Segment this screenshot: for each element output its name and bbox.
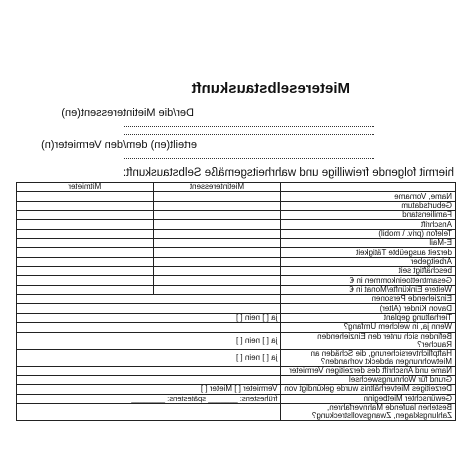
table-row [17, 295, 456, 304]
row-label: Gewünschter Mietbeginn [281, 394, 456, 403]
answer-field[interactable] [17, 375, 281, 384]
table-row [17, 248, 456, 257]
row-label: Arbeitgeber [281, 257, 456, 266]
row-label: Haftpflichtversicherung, die Schäden an Mietwohnungen abdeckt vorhanden? [281, 349, 456, 366]
table-row [17, 366, 456, 375]
tenant-field[interactable] [153, 201, 281, 210]
row-label: Davon Kinder (Alter) [281, 304, 456, 313]
tenant-field[interactable] [153, 229, 281, 238]
header-mitmieter: Mitmieter [17, 183, 154, 192]
move-in-date-field[interactable]: frühestens: _______ spätestens: ________ [17, 394, 281, 403]
answer-field[interactable] [17, 323, 281, 332]
row-label: Anschrift [281, 220, 456, 229]
self-disclosure-table [16, 182, 456, 421]
row-label: beschäftigt seit [281, 267, 456, 276]
tenant-field[interactable] [153, 276, 281, 285]
table-row [17, 349, 456, 366]
table-row [17, 201, 456, 210]
table-row [17, 375, 456, 384]
tenant-dotted-line-2 [124, 134, 374, 135]
cotenant-field[interactable] [17, 192, 154, 201]
table-row [17, 267, 456, 276]
table-row [17, 332, 456, 349]
row-label: Gesamtnettoeinkommen in € [281, 276, 456, 285]
row-label: Grund für Wohnungswechsel [281, 375, 456, 384]
tenant-field[interactable] [153, 285, 281, 294]
cotenant-field[interactable] [17, 201, 154, 210]
yes-no-choice[interactable]: ja [ ] nein [ ] [17, 332, 281, 349]
table-row [17, 323, 456, 332]
row-label: Derzeitiges Mietverhältnis wurde gekündigt von [281, 385, 456, 394]
table-row [17, 313, 456, 322]
table-row [17, 304, 456, 313]
intro-text: hiermit folgende freiwillige und wahrheitsgemäße Selbstauskunft: [122, 167, 454, 179]
header-mietinteressent: Mietinteressent [153, 183, 281, 192]
table-row [17, 285, 456, 294]
termination-choice[interactable]: Vermieter [ ] Mieter [ ] [17, 385, 281, 394]
table-row [17, 220, 456, 229]
landlord-label: erteilt(en) dem/den Vermieter(n) [41, 139, 197, 151]
tenant-label: Der/die Mietinteressent(en) [61, 107, 194, 119]
cotenant-field[interactable] [17, 276, 154, 285]
tenant-field[interactable] [153, 211, 281, 220]
tenant-field[interactable] [153, 220, 281, 229]
cotenant-field[interactable] [17, 220, 154, 229]
cotenant-field[interactable] [17, 229, 154, 238]
row-label: Bestehen laufende Mahnverfahren, Zahlungsklagen, Zwangsvollstreckung? [281, 403, 456, 420]
table-row [17, 192, 456, 201]
tenant-field[interactable] [153, 239, 281, 248]
yes-no-choice[interactable]: ja [ ] nein [ ] [17, 313, 281, 322]
row-label: E-Mail [281, 239, 456, 248]
table-row [17, 257, 456, 266]
row-label: Wenn ja, in welchem Umfang? [281, 323, 456, 332]
table-row [17, 229, 456, 238]
cotenant-field[interactable] [17, 257, 154, 266]
table-row [17, 239, 456, 248]
tenant-field[interactable] [153, 257, 281, 266]
cotenant-field[interactable] [17, 248, 154, 257]
row-label: Geburtsdatum [281, 201, 456, 210]
cotenant-field[interactable] [17, 285, 154, 294]
label-column-header [281, 183, 456, 192]
answer-field[interactable] [17, 366, 281, 375]
landlord-dotted-line [124, 158, 374, 159]
row-label: Familienstand [281, 211, 456, 220]
answer-field[interactable] [17, 304, 281, 313]
row-label: Weitere Einkünfte/Monat in € [281, 285, 456, 294]
cotenant-field[interactable] [17, 211, 154, 220]
yes-no-choice[interactable]: ja [ ] nein [ ] [17, 349, 281, 366]
answer-field[interactable] [17, 295, 281, 304]
table-row [17, 211, 456, 220]
row-label: derzeit ausgeübte Tätigkeit [281, 248, 456, 257]
tenant-field[interactable] [153, 248, 281, 257]
row-label: Befinden sich unter den Einziehenden Raucher? [281, 332, 456, 349]
row-label: Tierhaltung geplant [281, 313, 456, 322]
cotenant-field[interactable] [17, 267, 154, 276]
table-row [17, 394, 456, 403]
row-label: Telefon (priv. \ mobil) [281, 229, 456, 238]
tenant-field[interactable] [153, 267, 281, 276]
row-label: Name und Anschrift des derzeitigen Vermieter [281, 366, 456, 375]
answer-field[interactable] [17, 403, 281, 420]
table-header [17, 183, 456, 192]
table-row [17, 385, 456, 394]
tenant-dotted-line-1 [124, 126, 374, 127]
table-row [17, 276, 456, 285]
row-label: Einziehende Personen [281, 295, 456, 304]
row-label: Name, Vorname [281, 192, 456, 201]
cotenant-field[interactable] [17, 239, 154, 248]
table-row [17, 403, 456, 420]
tenant-field[interactable] [153, 192, 281, 201]
document-title: Mietereselbstauskunft [191, 80, 350, 97]
